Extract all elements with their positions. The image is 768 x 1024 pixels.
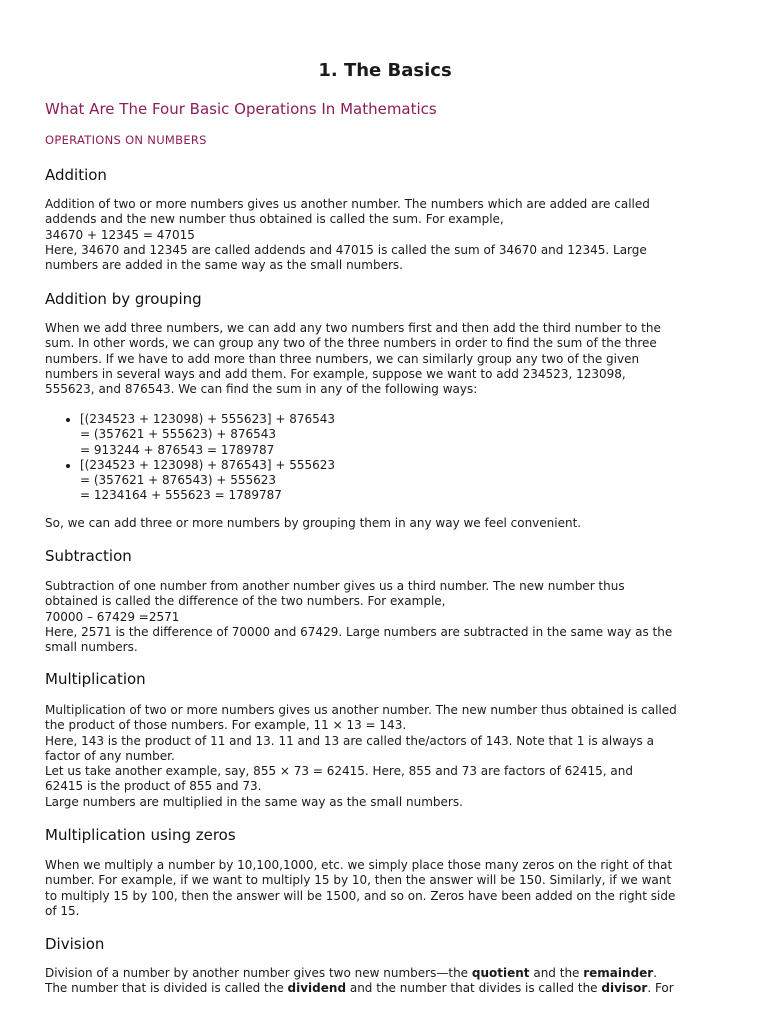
divisor-term: divisor <box>601 981 648 996</box>
division-text-run: The number that is divided is called the <box>45 981 288 996</box>
division-text-run: . <box>653 966 658 980</box>
division-text <box>45 966 725 997</box>
article-subtitle: What Are The Four Basic Operations In Mathematics <box>45 100 437 118</box>
division-heading: Division <box>45 935 105 953</box>
subtraction-heading: Subtraction <box>45 547 132 565</box>
list-item: • [(234523 + 123098) + 876543] + 555623 = (357621 + 876543) + 555623 = 1234164 + 555623 = 1789787 <box>80 458 740 504</box>
grouping-heading: Addition by grouping <box>45 290 202 308</box>
addition-text: Addition of two or more numbers gives us another number. The numbers which are added are called addends and the new number thus obtained is called the sum. For example, 34670 + 12345 = 47015 Here, 34670 and 12345 are called addends and 47015 is called the sum of 34670 and 12345. Large numbers are added in the same way as the small numbers. <box>45 197 650 273</box>
subtraction-text: Subtraction of one number from another number gives us a third number. The new number thus obtained is called the difference of the two numbers. For example, 70000 – 67429 =2571 Here, 2571 is the difference of 70000 and 67429. Large numbers are subtracted in the same way as the small numbers. <box>45 579 673 655</box>
division-text-run: and the number that divides is called the <box>346 981 602 996</box>
grouping-conclusion: So, we can add three or more numbers by grouping them in any way we feel convenient. <box>45 516 582 530</box>
division-text-run: and the <box>529 966 584 980</box>
zeros-heading: Multiplication using zeros <box>45 826 236 844</box>
multiplication-text: Multiplication of two or more numbers gives us another number. The new number thus obtained is called the product of those numbers. For example, 11 × 13 = 143. Here, 143 is the product of 11 and 13. 11 and 13 are called the/actors of 143. Note that 1 is always a factor of any number. Let us take another example, say, 855 × 73 = 62415. Here, 855 and 73 are factors of 62415, and 62415 is the product of 855 and 73. Large numbers are multiplied in the same way as the small numbers. <box>45 703 677 809</box>
grouping-text: When we add three numbers, we can add any two numbers first and then add the third number to the sum. In other words, we can group any two of the three numbers in order to find the sum of the three numbers. If we have to add more than three numbers, we can similarly group any two of the given numbers in several ways and add them. For example, suppose we want to add 234523, 123098, 555623, and 876543. We can find the sum in any of the following ways: <box>45 321 661 397</box>
quotient-term: quotient <box>471 966 530 980</box>
dividend-term: dividend <box>287 981 347 996</box>
division-text-run: Division of a number by another number gives two new numbers—the <box>45 966 472 980</box>
zeros-text: When we multiply a number by 10,100,1000, etc. we simply place those many zeros on the right of that number. For example, if we want to multiply 15 by 10, then the answer will be 150. Similarly, if we want to multiply 15 by 100, then the answer will be 1500, and so on. Zeros have been added on the right side of 15. <box>45 858 676 918</box>
addition-heading: Addition <box>45 166 107 184</box>
grouping-list <box>45 412 740 504</box>
page-title: 1. The Basics <box>318 60 452 81</box>
remainder-term: remainder <box>583 966 654 980</box>
section-caps-heading: OPERATIONS ON NUMBERS <box>45 133 207 147</box>
multiplication-heading: Multiplication <box>45 670 146 688</box>
list-item: • [(234523 + 123098) + 555623] + 876543 = (357621 + 555623) + 876543 = 913244 + 876543 = 1789787 <box>80 412 740 458</box>
division-text-run: . For <box>647 981 674 996</box>
